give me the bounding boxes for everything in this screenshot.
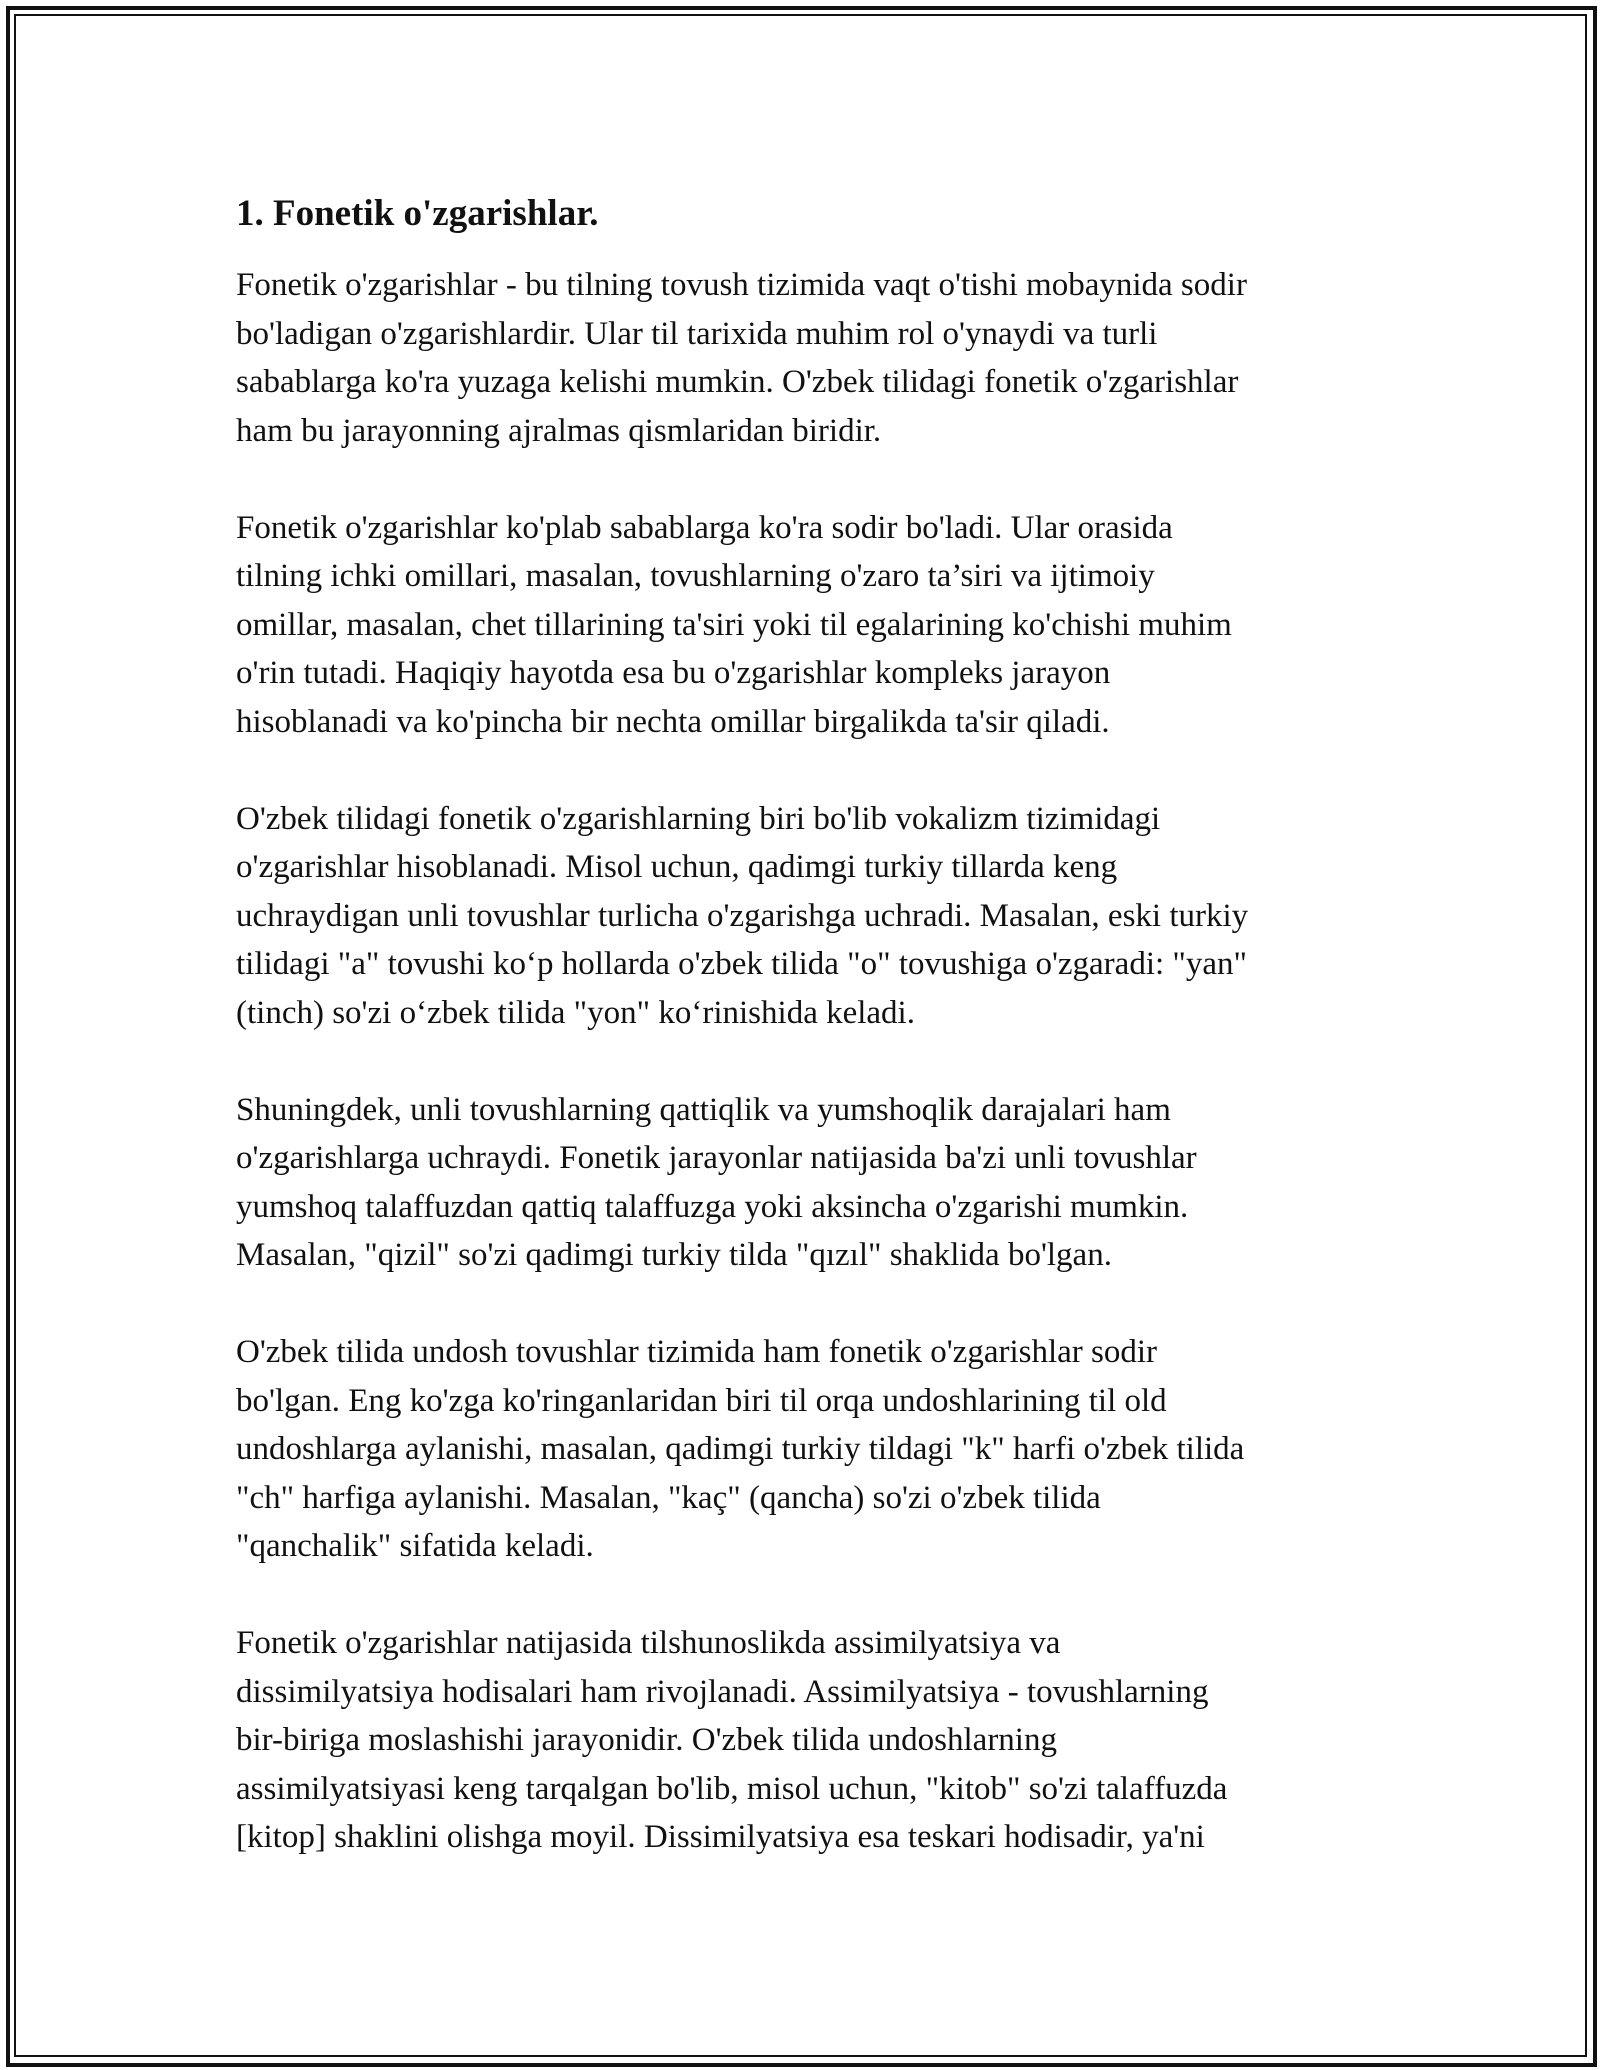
document-body: [236, 190, 1366, 1910]
section-heading: 1. Fonetik o'zgarishlar.: [236, 193, 599, 234]
paragraph-1: Fonetik o'zgarishlar - bu tilning tovush tizimida vaqt o'tishi mobaynida sodir bo'ladigan o'zgarishlardir. Ular til tarixida muhim rol o'ynaydi va turli sabablarga ko'ra yuzaga kelishi mumkin. O'zbek tilidagi fonetik o'zgarishlar ham bu jarayonning ajralmas qismlaridan biridir.: [236, 267, 1247, 449]
paragraph-5: O'zbek tilida undosh tovushlar tizimida ham fonetik o'zgarishlar sodir bo'lgan. Eng ko'zga ko'ringanlaridan biri til orqa undoshlarining til old undoshlarga aylanishi, masalan, qadimgi turkiy tildagi "k" harfi o'zbek tilida "ch" harfiga aylanishi. Masalan, "kaç" (qancha) so'zi o'zbek tilida "qanchalik" sifatida keladi.: [236, 1334, 1245, 1564]
paragraph-2: Fonetik o'zgarishlar ko'plab sabablarga ko'ra sodir bo'ladi. Ular orasida tilning ichki omillari, masalan, tovushlarning o'zaro ta’siri va ijtimoiy omillar, masalan, chet tillarining ta'siri yoki til egalarining ko'chishi muhim o'rin tutadi. Haqiqiy hayotda esa bu o'zgarishlar kompleks jarayon hisoblanadi va ko'pincha bir nechta omillar birgalikda ta'sir qiladi.: [236, 509, 1232, 740]
paragraph-4: Shuningdek, unli tovushlarning qattiqlik va yumshoqlik darajalari ham o'zgarishlarga uchraydi. Fonetik jarayonlar natijasida ba'zi unli tovushlar yumshoq talaffuzdan qattiq talaffuzga yoki aksincha o'zgarishi mumkin. Masalan, "qizil" so'zi qadimgi turkiy tilda "qızıl" shaklida bo'lgan.: [236, 1091, 1197, 1273]
paragraph-3: O'zbek tilidagi fonetik o'zgarishlarning biri bo'lib vokalizm tizimidagi o'zgarishlar hisoblanadi. Misol uchun, qadimgi turkiy tillarda keng uchraydigan unli tovushlar turlicha o'zgarishga uchradi. Masalan, eski turkiy tilidagi "a" tovushi koʻp hollarda o'zbek tilida "o" tovushiga o'zgaradi: "yan" (tinch) so'zi oʻzbek tilida "yon" koʻrinishida keladi.: [236, 800, 1249, 1031]
paragraph-6: Fonetik o'zgarishlar natijasida tilshunoslikda assimilyatsiya va dissimilyatsiya hodisalari ham rivojlanadi. Assimilyatsiya - tovushlarning bir-biriga moslashishi jarayonidir. O'zbek tilida undoshlarning assimilyatsiyasi keng tarqalgan bo'lib, misol uchun, "kitob" so'zi talaffuzda [kitop] shaklini olishga moyil. Dissimilyatsiya esa teskari hodisadir, ya'ni: [236, 1625, 1228, 1855]
